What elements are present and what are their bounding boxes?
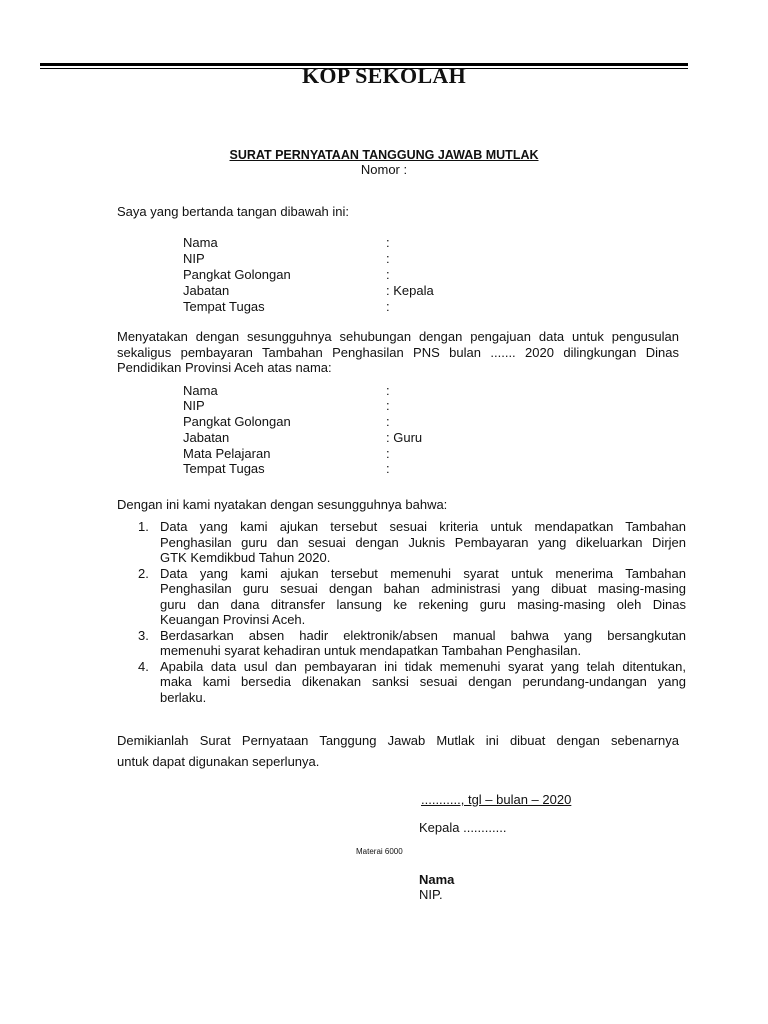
list-number: 1. <box>138 519 149 534</box>
declaration-intro: Dengan ini kami nyatakan dengan sesungguhnya bahwa: <box>117 497 448 512</box>
list-line: Penghasilan guru sesuai dengan bahan administrasi yang dibuat masing-masing <box>160 581 686 596</box>
list-item <box>138 566 686 628</box>
list-line: Data yang kami ajukan tersebut sesuai kriteria untuk mendapatkan Tambahan <box>160 519 686 534</box>
signature-nip: NIP. <box>419 887 443 902</box>
field-label: NIP <box>183 251 205 266</box>
list-line: Keuangan Provinsi Aceh. <box>160 612 306 627</box>
field-value: : <box>386 446 390 461</box>
document-title-text: SURAT PERNYATAAN TANGGUNG JAWAB MUTLAK <box>229 148 539 162</box>
list-item <box>138 519 686 566</box>
list-line: maka kami bersedia dikenakan sanksi sesuai dengan perundang-undangan yang <box>160 674 686 689</box>
field-label: Nama <box>183 235 218 250</box>
document-number: Nomor : <box>360 162 408 177</box>
signature-position: Kepala ............ <box>419 820 507 835</box>
field-value: : Kepala <box>386 283 434 298</box>
field-label: NIP <box>183 398 205 413</box>
field-label: Nama <box>183 383 218 398</box>
declaration-list <box>138 519 686 705</box>
list-line: Apabila data usul dan pembayaran ini tidak memenuhi syarat yang telah ditentukan, <box>160 658 686 674</box>
stamp-label: Materai 6000 <box>356 847 403 856</box>
field-label: Tempat Tugas <box>183 461 265 476</box>
field-label: Jabatan <box>183 430 230 445</box>
statement-line: sekaligus pembayaran Tambahan Penghasilan PNS bulan ....... 2020 dilingkungan Dinas <box>117 344 679 360</box>
list-number: 3. <box>138 627 149 643</box>
field-label: Jabatan <box>183 283 230 298</box>
letterhead-title: KOP SEKOLAH <box>301 63 467 88</box>
field-value: : <box>386 235 390 250</box>
field-value: : <box>386 461 390 476</box>
field-value: : <box>386 299 390 314</box>
intro-text: Saya yang bertanda tangan dibawah ini: <box>117 204 350 219</box>
list-line: guru dan dana ditransfer lansung ke rekening guru masing-masing oleh Dinas <box>160 596 686 612</box>
list-line: Penghasilan guru dan sesuai dengan Juknis Pembayaran yang dikeluarkan Dirjen <box>160 534 686 550</box>
closing-paragraph <box>117 730 679 772</box>
field-label: Mata Pelajaran <box>183 446 271 461</box>
list-item <box>138 659 686 706</box>
list-line: Berdasarkan absen hadir elektronik/absen manual bahwa yang bersangkutan <box>160 627 686 643</box>
field-label: Pangkat Golongan <box>183 414 291 429</box>
field-value: : <box>386 398 390 413</box>
field-value: : Guru <box>386 430 423 445</box>
list-line: Data yang kami ajukan tersebut memenuhi syarat untuk menerima Tambahan <box>160 565 686 581</box>
list-item <box>138 628 686 659</box>
signature-name: Nama <box>419 872 455 887</box>
field-value: : <box>386 414 390 429</box>
closing-line: Demikianlah Surat Pernyataan Tanggung Jawab Mutlak ini dibuat dengan sebenarnya <box>117 733 679 748</box>
statement-paragraph <box>117 329 679 376</box>
list-line: berlaku. <box>160 689 207 705</box>
list-number: 4. <box>138 658 149 674</box>
list-line: memenuhi syarat kehadiran untuk mendapatkan Tambahan Penghasilan. <box>160 643 582 658</box>
field-label: Pangkat Golongan <box>183 267 291 282</box>
field-value: : <box>386 267 390 282</box>
field-value: : <box>386 383 390 398</box>
field-value: : <box>386 251 390 266</box>
signature-place-date: ..........., tgl – bulan – 2020 <box>421 792 572 807</box>
field-label: Tempat Tugas <box>183 299 265 314</box>
list-number: 2. <box>138 565 149 581</box>
statement-line: Menyatakan dengan sesungguhnya sehubungan dengan pengajuan data untuk pengusulan <box>117 329 679 344</box>
statement-line: Pendidikan Provinsi Aceh atas nama: <box>117 360 332 375</box>
closing-line: untuk dapat digunakan seperlunya. <box>117 754 320 769</box>
document-title <box>0 148 768 162</box>
list-line: GTK Kemdikbud Tahun 2020. <box>160 550 331 565</box>
